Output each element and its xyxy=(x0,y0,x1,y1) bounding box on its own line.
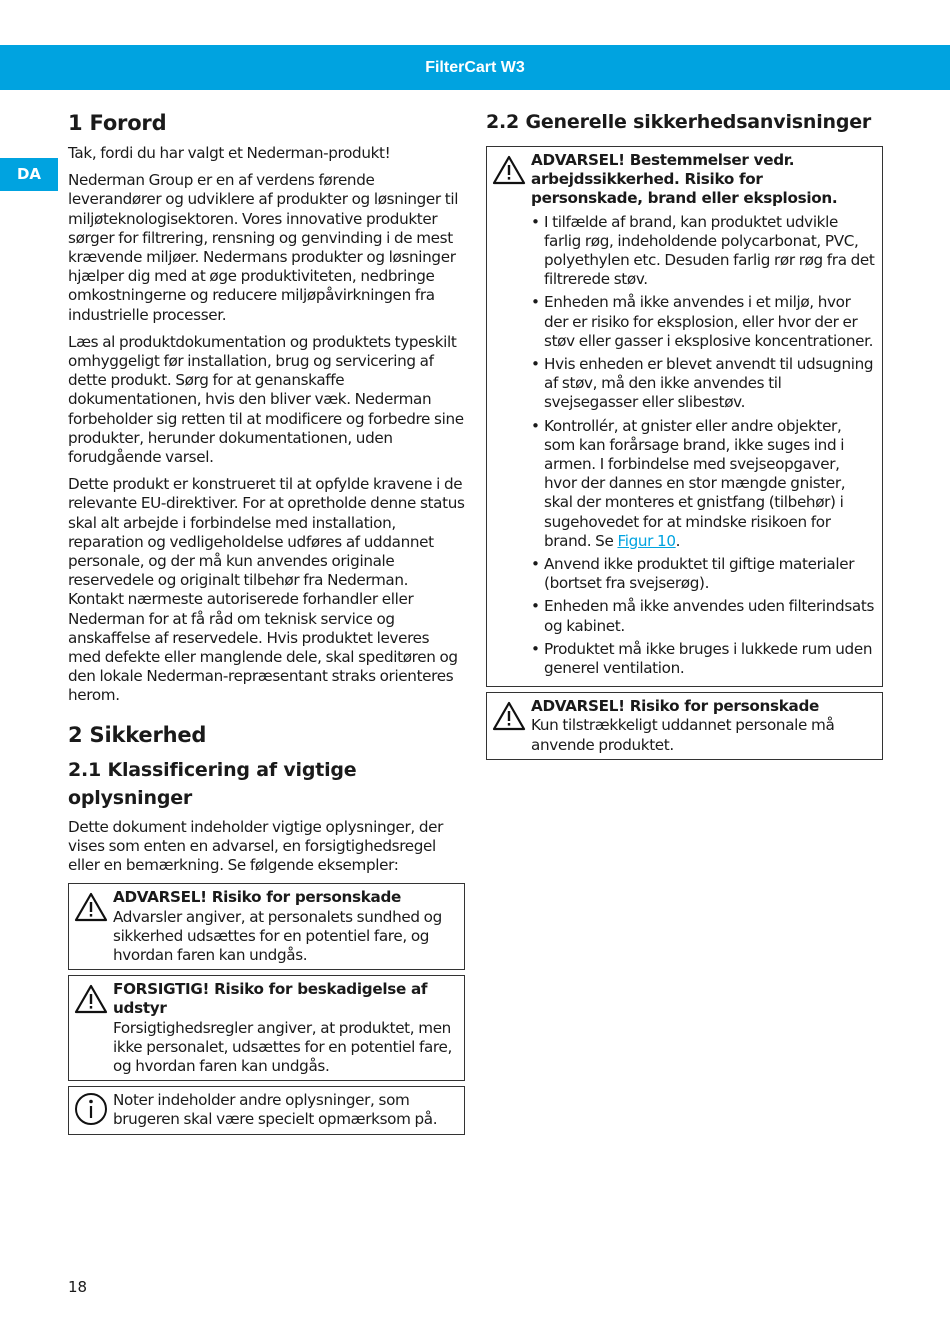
warning-triangle-icon xyxy=(492,154,526,186)
klassificering-heading: 2.1 Klassificering af vigtige oplysninger xyxy=(68,758,357,809)
document-header-bar xyxy=(0,45,950,90)
safety-warning-box xyxy=(486,146,883,687)
warning-triangle-icon xyxy=(74,983,108,1015)
list-item-end: . xyxy=(675,531,681,550)
forord-paragraph: Tak, fordi du har valgt et Nederman-produkt! xyxy=(68,144,391,162)
info-circle-icon xyxy=(74,1092,108,1126)
caution-box xyxy=(68,975,465,1081)
sikkerhed-heading: 2 Sikkerhed xyxy=(68,722,207,747)
list-item: • Enheden må ikke anvendes i et miljø, hvor der er risiko for eksplosion, eller hvor der er støv eller gasser i eksplosive koncentrationer. xyxy=(531,293,876,351)
generelle-heading: 2.2 Generelle sikkerhedsanvisninger xyxy=(486,111,872,133)
list-item: • Anvend ikke produktet til giftige materialer (bortset fra svejserøg). xyxy=(531,555,876,593)
forord-paragraph: Læs al produktdokumentation og produktets typeskilt omhyggeligt før installation, brug og servicering af dette produkt. Sørg for at genanskaffe dokumentationen, hvis den bliver væk. Nederman forbeholder sig retten til at modificere og forbedre sine produkter, herunder dokumentationen, uden forudgående varsel. xyxy=(68,332,464,467)
personnel-warning-title: ADVARSEL! Risiko for personskade xyxy=(531,697,820,716)
warning-triangle-icon xyxy=(492,700,526,732)
list-item: • Produktet må ikke bruges i lukkede rum uden generel ventilation. xyxy=(531,640,876,678)
safety-warning-title: ADVARSEL! Bestemmelser vedr. arbejdssikkerhed. Risiko for personskade, brand eller eksplosion. xyxy=(531,151,838,208)
list-item-text: Kontrollér, at gnister eller andre objekter, som kan forårsage brand, ikke suges ind i armen. I forbindelse med svejseopgaver, hvor der dannes en stor mængde gnister, skal der monteres et gnistfang (tilbehør) i sugehovedet for at mindske risikoen for brand. Se xyxy=(544,416,846,550)
warning-text: Advarsler angiver, at personalets sundhed og sikkerhed udsættes for en potentiel fare, og hvordan faren kan undgås. xyxy=(113,907,442,964)
personnel-warning-box xyxy=(486,692,883,760)
safety-list xyxy=(531,213,876,679)
warning-box xyxy=(68,883,465,970)
list-item: • Enheden må ikke anvendes uden filterindsats og kabinet. xyxy=(531,597,876,635)
forord-paragraph: Dette produkt er konstrueret til at opfylde kravene i de relevante EU-direktiver. For at opretholde denne status skal alt arbejde i forbindelse med installation, reparation og vedligeholdelse udføres af uddannet personale, og der må kun anvendes originale reservedele og originalt tilbehør fra Nederman. Kontakt nærmeste autoriserede forhandler eller Nederman for at få råd om teknisk service og anskaffelse af reservedele. Hvis produktet leveres med defekte eller manglende dele, skal speditøren og den lokale Nederman-repræsentant straks orienteres herom. xyxy=(68,475,465,705)
document-title: FilterCart W3 xyxy=(425,59,525,76)
list-item: • Hvis enheden er blevet anvendt til udsugning af støv, må den ikke anvendes til svejsegasser eller slibestøv. xyxy=(531,355,876,413)
forord-paragraph: Nederman Group er en af verdens førende leverandører og udviklere af produkter og løsninger til miljøteknologisektoren. Vores innovative produkter sørger for filtrering, rensning og genvinding i de mest krævende miljøer. Nedermans produkter og løsninger hjælper dig med at øge produktiviteten, nedbringe omkostningerne og reducere miljøpåvirkningen fra industrielle processer. xyxy=(68,171,459,324)
note-text: Noter indeholder andre oplysninger, som brugeren skal være specielt opmærksom på. xyxy=(113,1091,438,1129)
caution-title: FORSIGTIG! Risiko for beskadigelse af udstyr xyxy=(113,980,428,1018)
left-column xyxy=(68,108,465,1140)
list-item xyxy=(531,417,876,551)
personnel-warning-text: Kun tilstrækkeligt uddannet personale må anvende produktet. xyxy=(531,716,835,754)
language-tab: DA xyxy=(0,158,58,191)
page-number: 18 xyxy=(68,1278,88,1296)
list-item: • I tilfælde af brand, kan produktet udvikle farlig røg, indeholdende polycarbonat, PVC, polyethylen etc. Desuden farlig rør røg fra det filtrerede støv. xyxy=(531,213,876,290)
right-column xyxy=(486,108,883,765)
note-box xyxy=(68,1086,465,1134)
klassificering-intro: Dette dokument indeholder vigtige oplysninger, der vises som enten en advarsel, en forsigtighedsregel eller en bemærkning. Se følgende eksempler: xyxy=(68,817,444,875)
caution-text: Forsigtighedsregler angiver, at produktet, men ikke personalet, udsættes for en potentiel fare, og hvordan faren kan undgås. xyxy=(113,1018,452,1075)
figure-10-link[interactable]: Figur 10 xyxy=(617,531,676,550)
warning-triangle-icon xyxy=(74,891,108,923)
forord-heading: 1 Forord xyxy=(68,111,167,135)
warning-title: ADVARSEL! Risiko for personskade xyxy=(113,888,402,907)
